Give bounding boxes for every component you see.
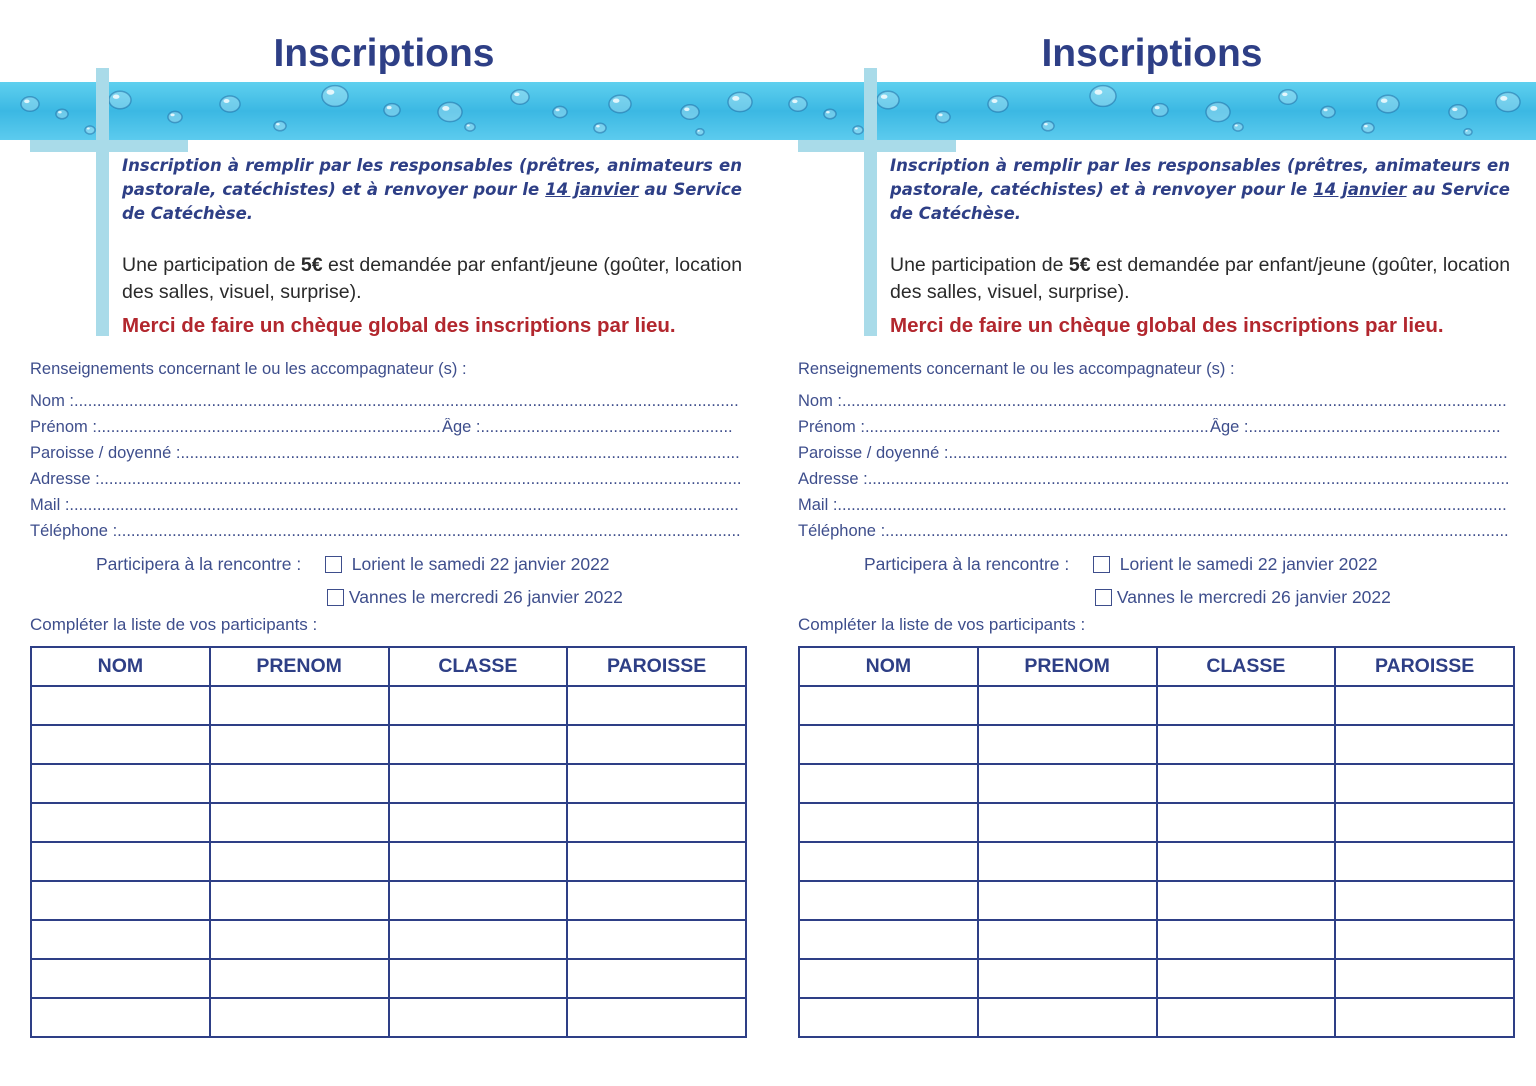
cell-classe[interactable] — [389, 998, 568, 1037]
participation-choice-label: Participera à la rencontre : — [96, 554, 302, 574]
table-row — [799, 920, 1514, 959]
participants-table — [30, 646, 747, 1038]
cell-paroisse[interactable] — [567, 686, 746, 725]
table-header-row — [799, 647, 1514, 686]
table-row — [799, 959, 1514, 998]
cell-paroisse[interactable] — [1335, 764, 1514, 803]
column-header-paroisse: PAROISSE — [567, 647, 746, 686]
cell-classe[interactable] — [389, 686, 568, 725]
cell-paroisse[interactable] — [1335, 998, 1514, 1037]
participation-text: Une participation de 5€ est demandée par enfant/jeune (goûter, location des salles, visuel, surprise). — [122, 254, 743, 303]
cell-classe[interactable] — [389, 764, 568, 803]
cell-nom[interactable] — [799, 959, 978, 998]
cell-prenom[interactable] — [210, 686, 389, 725]
cell-classe[interactable] — [389, 959, 568, 998]
cell-prenom[interactable] — [210, 764, 389, 803]
cell-classe[interactable] — [389, 803, 568, 842]
column-header-paroisse: PAROISSE — [1335, 647, 1514, 686]
cell-classe[interactable] — [389, 881, 568, 920]
column-header-prenom: PRENOM — [210, 647, 389, 686]
cell-prenom[interactable] — [978, 764, 1157, 803]
cell-classe[interactable] — [389, 842, 568, 881]
table-row — [799, 881, 1514, 920]
cell-classe[interactable] — [1157, 803, 1336, 842]
cell-paroisse[interactable] — [1335, 842, 1514, 881]
deadline-date: 14 janvier — [1313, 180, 1407, 199]
participants-list-heading: Compléter la liste de vos participants : — [30, 615, 318, 634]
cheque-notice: Merci de faire un chèque global des inscriptions par lieu. — [890, 314, 1444, 337]
cheque-notice: Merci de faire un chèque global des inscriptions par lieu. — [122, 314, 676, 337]
cross-vertical-bar — [864, 68, 877, 336]
participation-amount: 5€ — [1068, 254, 1091, 276]
option-vannes[interactable]: Vannes le mercredi 26 janvier 2022 — [327, 587, 623, 608]
cell-classe[interactable] — [1157, 764, 1336, 803]
table-row — [31, 686, 746, 725]
field-age-label: Âge : — [1209, 418, 1249, 436]
water-drops-banner — [768, 82, 1536, 140]
cell-paroisse[interactable] — [1335, 803, 1514, 842]
cell-paroisse[interactable] — [567, 803, 746, 842]
table-row — [31, 842, 746, 881]
cell-paroisse[interactable] — [567, 920, 746, 959]
cell-nom[interactable] — [799, 686, 978, 725]
cell-prenom[interactable] — [210, 920, 389, 959]
registration-form-right — [768, 0, 1536, 1086]
field-age-label: Âge : — [441, 418, 481, 436]
water-drops-banner — [0, 82, 768, 140]
field-telephone[interactable]: Téléphone : ..... — [30, 522, 740, 541]
deadline-date: 14 janvier — [545, 180, 639, 199]
table-row — [799, 764, 1514, 803]
cell-paroisse[interactable] — [1335, 959, 1514, 998]
column-header-prenom: PRENOM — [978, 647, 1157, 686]
cell-prenom[interactable] — [978, 842, 1157, 881]
participation-choice-label: Participera à la rencontre : — [864, 554, 1070, 574]
field-adresse[interactable]: Adresse : ..... — [798, 470, 1508, 489]
form-title: Inscriptions — [273, 32, 495, 75]
cell-prenom[interactable] — [210, 725, 389, 764]
cell-classe[interactable] — [1157, 725, 1336, 764]
cell-paroisse[interactable] — [1335, 725, 1514, 764]
checkbox-vannes[interactable] — [327, 589, 344, 606]
field-adresse[interactable]: Adresse : ..... — [30, 470, 740, 489]
companion-info-heading: Renseignements concernant le ou les accompagnateur (s) : — [30, 360, 467, 378]
cell-prenom[interactable] — [978, 725, 1157, 764]
cell-prenom[interactable] — [210, 842, 389, 881]
cell-prenom[interactable] — [210, 998, 389, 1037]
cell-paroisse[interactable] — [567, 998, 746, 1037]
option-lorient[interactable]: Lorient le samedi 22 janvier 2022 — [1093, 554, 1378, 575]
field-paroisse[interactable]: Paroisse / doyenné : ..... — [798, 444, 1508, 463]
cell-paroisse[interactable] — [1335, 881, 1514, 920]
participation-text: Une participation de 5€ est demandée par enfant/jeune (goûter, location des salles, visuel, surprise). — [890, 254, 1511, 303]
cell-classe[interactable] — [389, 920, 568, 959]
cell-nom[interactable] — [31, 764, 210, 803]
field-prenom-age[interactable]: Prénom : ..... Âge : ..... — [30, 418, 740, 437]
participants-table — [798, 646, 1515, 1038]
table-row — [31, 881, 746, 920]
cell-prenom[interactable] — [978, 998, 1157, 1037]
table-row — [799, 725, 1514, 764]
cross-horizontal-bar — [798, 140, 956, 152]
cell-paroisse[interactable] — [1335, 686, 1514, 725]
cell-nom[interactable] — [31, 881, 210, 920]
field-telephone[interactable]: Téléphone : ..... — [798, 522, 1508, 541]
cell-paroisse[interactable] — [567, 842, 746, 881]
column-header-classe: CLASSE — [1157, 647, 1336, 686]
intro-instructions: Inscription à remplir par les responsables (prêtres, animateurs en pastorale, catéchistes) et à renvoyer pour le 14 janvier au Service de Catéchèse. — [122, 156, 742, 223]
cell-classe[interactable] — [1157, 998, 1336, 1037]
cell-prenom[interactable] — [978, 920, 1157, 959]
cell-prenom[interactable] — [978, 881, 1157, 920]
cell-nom[interactable] — [31, 803, 210, 842]
cell-nom[interactable] — [799, 920, 978, 959]
column-header-classe: CLASSE — [389, 647, 568, 686]
option-vannes[interactable]: Vannes le mercredi 26 janvier 2022 — [1095, 587, 1391, 608]
column-header-nom: NOM — [799, 647, 978, 686]
cell-nom[interactable] — [799, 803, 978, 842]
cell-classe[interactable] — [1157, 959, 1336, 998]
checkbox-vannes[interactable] — [1095, 589, 1112, 606]
intro-instructions: Inscription à remplir par les responsables (prêtres, animateurs en pastorale, catéchistes) et à renvoyer pour le 14 janvier au Service de Catéchèse. — [890, 156, 1510, 223]
table-row — [799, 842, 1514, 881]
column-header-nom: NOM — [31, 647, 210, 686]
cell-nom[interactable] — [31, 842, 210, 881]
table-row — [31, 803, 746, 842]
field-nom[interactable]: Nom : ..... — [798, 392, 1508, 411]
companion-info-heading: Renseignements concernant le ou les accompagnateur (s) : — [798, 360, 1235, 378]
cell-classe[interactable] — [1157, 881, 1336, 920]
participants-list-heading: Compléter la liste de vos participants : — [798, 615, 1086, 634]
cell-nom[interactable] — [799, 725, 978, 764]
cell-nom[interactable] — [31, 959, 210, 998]
table-row — [799, 803, 1514, 842]
cell-prenom[interactable] — [978, 803, 1157, 842]
table-row — [31, 998, 746, 1037]
cell-nom[interactable] — [31, 998, 210, 1037]
form-title: Inscriptions — [1041, 32, 1263, 75]
cell-paroisse[interactable] — [567, 959, 746, 998]
cell-paroisse[interactable] — [1335, 920, 1514, 959]
field-mail[interactable]: Mail : ..... — [30, 496, 740, 515]
cell-nom[interactable] — [799, 764, 978, 803]
cell-prenom[interactable] — [210, 803, 389, 842]
cross-vertical-bar — [96, 68, 109, 336]
cell-nom[interactable] — [799, 881, 978, 920]
checkbox-lorient[interactable] — [1093, 556, 1110, 573]
table-row — [31, 764, 746, 803]
cell-nom[interactable] — [31, 725, 210, 764]
cell-nom[interactable] — [799, 998, 978, 1037]
option-lorient[interactable]: Lorient le samedi 22 janvier 2022 — [325, 554, 610, 575]
cell-nom[interactable] — [799, 842, 978, 881]
cell-paroisse[interactable] — [567, 725, 746, 764]
cell-classe[interactable] — [389, 725, 568, 764]
field-paroisse[interactable]: Paroisse / doyenné : ..... — [30, 444, 740, 463]
cell-classe[interactable] — [1157, 686, 1336, 725]
field-mail[interactable]: Mail : ..... — [798, 496, 1508, 515]
cell-prenom[interactable] — [210, 959, 389, 998]
table-row — [31, 725, 746, 764]
table-row — [31, 920, 746, 959]
field-nom[interactable]: Nom : ..... — [30, 392, 740, 411]
field-prenom-age[interactable]: Prénom : ..... Âge : ..... — [798, 418, 1508, 437]
cell-paroisse[interactable] — [567, 764, 746, 803]
table-row — [31, 959, 746, 998]
cell-classe[interactable] — [1157, 920, 1336, 959]
table-row — [799, 998, 1514, 1037]
cell-nom[interactable] — [31, 920, 210, 959]
cell-prenom[interactable] — [978, 959, 1157, 998]
cell-classe[interactable] — [1157, 842, 1336, 881]
participation-amount: 5€ — [300, 254, 323, 276]
cell-prenom[interactable] — [210, 881, 389, 920]
table-header-row — [31, 647, 746, 686]
cell-prenom[interactable] — [978, 686, 1157, 725]
cell-paroisse[interactable] — [567, 881, 746, 920]
cell-nom[interactable] — [31, 686, 210, 725]
table-row — [799, 686, 1514, 725]
checkbox-lorient[interactable] — [325, 556, 342, 573]
cross-horizontal-bar — [30, 140, 188, 152]
